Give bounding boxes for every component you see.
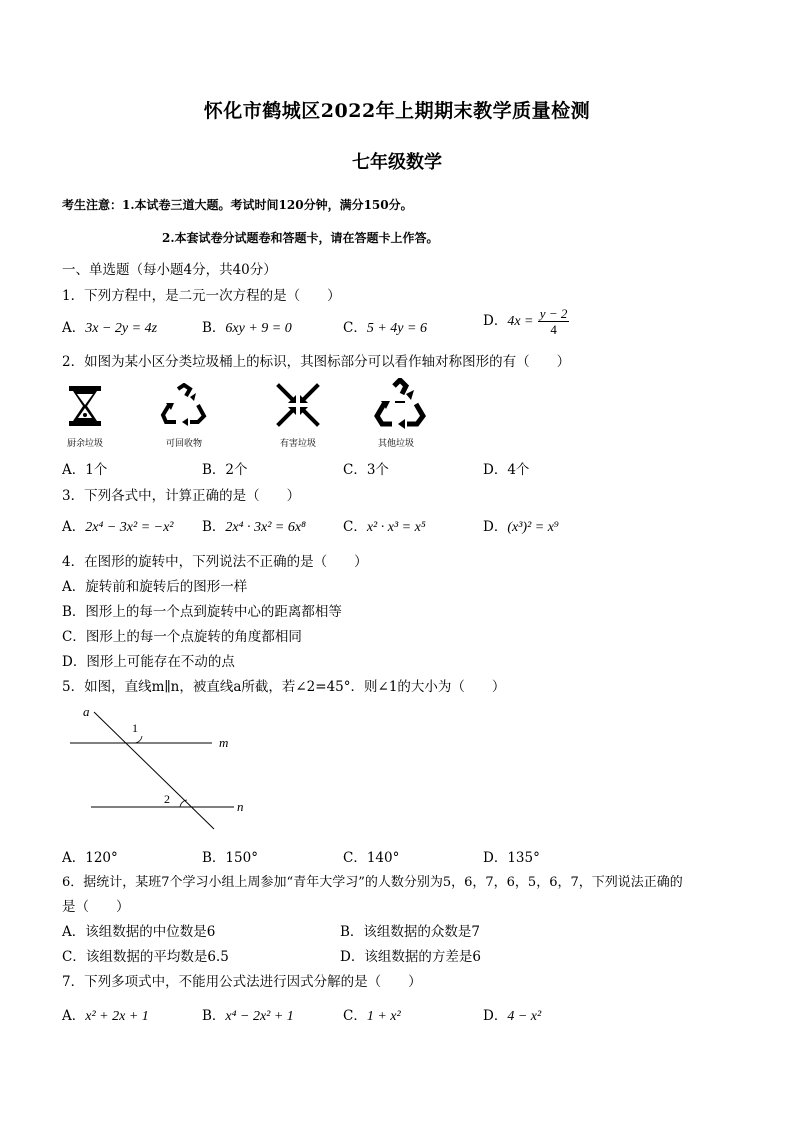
q1-option-c: C．5 + 4y = 6 (343, 320, 427, 336)
label-n: n (237, 799, 244, 814)
q3-option-c: C．x² · x³ = x⁵ (343, 519, 426, 535)
notice-line-2: 2.本套试卷分试题卷和答题卡，请在答题卡上作答。 (162, 231, 439, 245)
q7-option-b: B．x⁴ − 2x² + 1 (202, 1008, 294, 1024)
question-1-stem: 1．下列方程中，是二元一次方程的是（ ） (62, 288, 341, 304)
label-m: m (219, 735, 229, 750)
icon-caption-1: 厨余垃圾 (66, 439, 103, 449)
q5-option-d: D．135° (483, 850, 540, 866)
icon-caption-2: 可回收物 (165, 439, 202, 449)
q7-option-d: D．4 − x² (483, 1008, 542, 1024)
q4-option-a: A．旋转前和旋转后的图形一样 (62, 579, 248, 595)
hourglass-icon (66, 384, 104, 428)
label-a: a (83, 704, 90, 719)
question-6-stem: 6．据统计，某班7个学习小组上周参加“青年大学习”的人数分别为5，6，7，6，5，6，7，下列说法正确的 (62, 875, 683, 890)
q1-d-fraction: $\frac{y - 2}{4}$ (539, 306, 568, 337)
q2-option-c: C．3个 (343, 462, 389, 478)
q4-option-b: B．图形上的每一个点到旋转中心的距离都相等 (62, 604, 342, 620)
q5-option-c: C．140° (343, 850, 400, 866)
question-4-stem: 4．在图形的旋转中，下列说法不正确的是（ ） (62, 554, 368, 570)
q6-option-c: C．该组数据的平均数是6.5 (62, 949, 229, 965)
exam-title: 怀化市鹤城区2022年上期期末教学质量检测 (203, 100, 591, 122)
q2-option-a: A．1个 (62, 462, 108, 478)
parallel-lines-figure (66, 702, 256, 832)
q3-option-d: D．(x³)² = x⁹ (483, 519, 559, 535)
hazard-arrows-icon (276, 383, 320, 427)
label-angle-1: 1 (132, 721, 138, 735)
exam-subtitle: 七年级数学 (352, 152, 442, 173)
q6-option-b: B．该组数据的众数是7 (340, 924, 481, 940)
q1-option-d: D．4x = $\frac{y - 2}{4}$ (483, 306, 568, 337)
q6-option-a: A．该组数据的中位数是6 (62, 924, 216, 940)
q7-option-c: C．1 + x² (343, 1008, 401, 1024)
q3-option-a: A．2x⁴ − 3x² = −x² (62, 519, 174, 535)
notice-line-1: 考生注意：1.本试卷三道大题。考试时间120分钟，满分150分。 (62, 198, 413, 212)
q1-option-b: B．6xy + 9 = 0 (202, 320, 292, 336)
label-angle-2: 2 (164, 792, 170, 806)
recycle-icon (160, 383, 208, 427)
question-5-stem: 5．如图，直线m∥n，被直线a所截，若∠2=45°．则∠1的大小为（ ） (62, 679, 506, 695)
section-heading: 一、单选题（每小题4分，共40分） (62, 262, 277, 278)
q3-option-b: B．2x⁴ · 3x² = 6x⁸ (202, 519, 306, 535)
question-2-stem: 2．如图为某小区分类垃圾桶上的标识，其图标部分可以看作轴对称图形的有（ ） (62, 354, 571, 370)
q4-option-d: D．图形上可能存在不动的点 (62, 654, 235, 670)
icon-caption-3: 有害垃圾 (279, 439, 316, 449)
q2-option-d: D．4个 (483, 462, 530, 478)
q7-option-a: A．x² + 2x + 1 (62, 1008, 149, 1024)
q6-option-d: D．该组数据的方差是6 (340, 949, 481, 965)
question-6-stem-cont: 是（ ） (62, 899, 130, 915)
question-3-stem: 3．下列各式中，计算正确的是（ ） (62, 488, 301, 504)
icon-caption-4: 其他垃圾 (377, 439, 414, 449)
q2-option-b: B．2个 (202, 462, 248, 478)
q4-option-c: C．图形上的每一个点旋转的角度都相同 (62, 629, 302, 645)
q5-option-b: B．150° (202, 850, 258, 866)
other-recycle-icon (374, 378, 426, 430)
question-7-stem: 7．下列多项式中，不能用公式法进行因式分解的是（ ） (62, 974, 422, 990)
q5-option-a: A．120° (62, 850, 118, 866)
q1-option-a: A．3x − 2y = 4z (62, 320, 158, 336)
